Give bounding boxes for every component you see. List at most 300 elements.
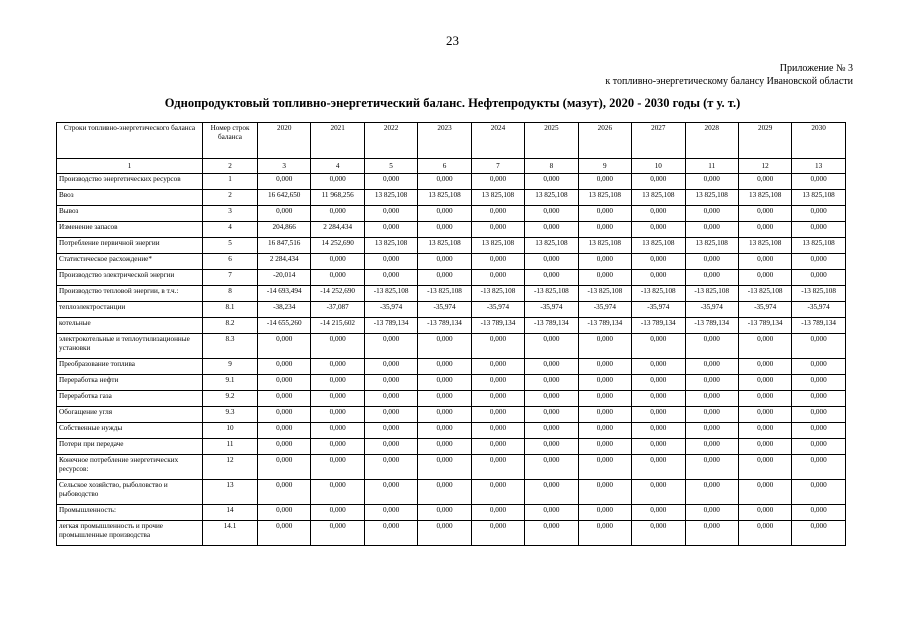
value-cell: 13 825,108 (578, 190, 631, 206)
value-cell: -13 789,134 (578, 318, 631, 334)
value-cell: 0,000 (792, 455, 845, 480)
value-cell: 0,000 (525, 375, 578, 391)
value-cell: 0,000 (311, 407, 364, 423)
value-cell: 0,000 (471, 505, 524, 521)
value-cell: 0,000 (258, 521, 311, 546)
value-cell: 0,000 (632, 334, 685, 359)
value-cell: -13 789,134 (685, 318, 738, 334)
value-cell: 0,000 (364, 505, 417, 521)
value-cell: 13 825,108 (471, 238, 524, 254)
value-cell: 0,000 (632, 206, 685, 222)
value-cell: 0,000 (471, 521, 524, 546)
value-cell: 0,000 (792, 439, 845, 455)
value-cell: 0,000 (471, 222, 524, 238)
row-name: Ввоз (57, 190, 203, 206)
value-cell: 0,000 (258, 391, 311, 407)
value-cell: -38,234 (258, 302, 311, 318)
value-cell: -13 789,134 (525, 318, 578, 334)
value-cell: 0,000 (364, 480, 417, 505)
value-cell: 0,000 (311, 270, 364, 286)
value-cell: 13 825,108 (792, 190, 845, 206)
column-number: 11 (685, 159, 738, 174)
value-cell: 13 825,108 (471, 190, 524, 206)
value-cell: 0,000 (258, 359, 311, 375)
column-number: 7 (471, 159, 524, 174)
row-name: Переработка нефти (57, 375, 203, 391)
value-cell: -13 825,108 (578, 286, 631, 302)
value-cell: 0,000 (578, 254, 631, 270)
value-cell: 0,000 (632, 254, 685, 270)
value-cell: 0,000 (418, 375, 471, 391)
table-row (57, 302, 846, 318)
value-cell: 0,000 (525, 270, 578, 286)
value-cell: 0,000 (578, 391, 631, 407)
row-name: Обогащение угля (57, 407, 203, 423)
value-cell: 0,000 (792, 521, 845, 546)
value-cell: 0,000 (525, 222, 578, 238)
table-row (57, 334, 846, 359)
value-cell: 0,000 (471, 270, 524, 286)
row-code: 8.1 (203, 302, 258, 318)
row-code: 9 (203, 359, 258, 375)
value-cell: 0,000 (258, 423, 311, 439)
table-row (57, 521, 846, 546)
value-cell: 0,000 (578, 174, 631, 190)
value-cell: 0,000 (418, 222, 471, 238)
value-cell: 0,000 (525, 455, 578, 480)
value-cell: 0,000 (364, 174, 417, 190)
column-numbers-row (57, 159, 846, 174)
value-cell: 0,000 (792, 222, 845, 238)
value-cell: 0,000 (738, 480, 791, 505)
row-name: Вывоз (57, 206, 203, 222)
value-cell: 0,000 (311, 439, 364, 455)
row-code: 14 (203, 505, 258, 521)
row-name: Потребление первичной энергии (57, 238, 203, 254)
row-name: Статистическое расхождение* (57, 254, 203, 270)
table-row (57, 238, 846, 254)
column-number: 4 (311, 159, 364, 174)
row-name: Собственные нужды (57, 423, 203, 439)
value-cell: 0,000 (364, 270, 417, 286)
appendix-line-2: к топливно-энергетическому балансу Ивановской области (605, 76, 853, 87)
value-cell: 0,000 (632, 480, 685, 505)
row-name: Изменение запасов (57, 222, 203, 238)
value-cell: 0,000 (632, 439, 685, 455)
value-cell: 0,000 (471, 439, 524, 455)
value-cell: 0,000 (632, 375, 685, 391)
value-cell: 0,000 (685, 505, 738, 521)
value-cell: 0,000 (418, 206, 471, 222)
value-cell: 0,000 (418, 334, 471, 359)
header-year: 2021 (311, 123, 364, 159)
table-row (57, 222, 846, 238)
value-cell: 0,000 (525, 505, 578, 521)
value-cell: 0,000 (418, 407, 471, 423)
value-cell: 0,000 (418, 254, 471, 270)
value-cell: 0,000 (792, 206, 845, 222)
value-cell: 0,000 (364, 423, 417, 439)
value-cell: 0,000 (685, 521, 738, 546)
header-year: 2029 (738, 123, 791, 159)
value-cell: -20,014 (258, 270, 311, 286)
table-row (57, 286, 846, 302)
header-year: 2030 (792, 123, 845, 159)
table-row (57, 455, 846, 480)
row-name: Промышленность: (57, 505, 203, 521)
value-cell: 0,000 (311, 455, 364, 480)
value-cell: 0,000 (471, 174, 524, 190)
value-cell: 0,000 (525, 334, 578, 359)
value-cell: -13 825,108 (792, 286, 845, 302)
value-cell: 0,000 (364, 407, 417, 423)
value-cell: 13 825,108 (738, 190, 791, 206)
row-name: Производство электрической энергии (57, 270, 203, 286)
value-cell: 0,000 (471, 334, 524, 359)
value-cell: 0,000 (471, 423, 524, 439)
value-cell: 2 284,434 (258, 254, 311, 270)
column-number: 12 (738, 159, 791, 174)
balance-table (56, 122, 846, 546)
value-cell: 0,000 (685, 423, 738, 439)
value-cell: 0,000 (685, 375, 738, 391)
value-cell: 0,000 (632, 407, 685, 423)
value-cell: -14 693,494 (258, 286, 311, 302)
value-cell: 0,000 (685, 439, 738, 455)
value-cell: 13 825,108 (525, 238, 578, 254)
value-cell: 0,000 (792, 375, 845, 391)
value-cell: 0,000 (738, 505, 791, 521)
value-cell: 13 825,108 (525, 190, 578, 206)
value-cell: 13 825,108 (632, 238, 685, 254)
value-cell: 0,000 (418, 391, 471, 407)
value-cell: 0,000 (738, 174, 791, 190)
value-cell: 0,000 (685, 174, 738, 190)
header-year: 2024 (471, 123, 524, 159)
value-cell: 16 642,650 (258, 190, 311, 206)
table-row (57, 174, 846, 190)
row-code: 9.2 (203, 391, 258, 407)
value-cell: 0,000 (311, 505, 364, 521)
column-number: 13 (792, 159, 845, 174)
row-code: 12 (203, 455, 258, 480)
value-cell: 0,000 (311, 423, 364, 439)
value-cell: 13 825,108 (364, 190, 417, 206)
row-code: 8.2 (203, 318, 258, 334)
value-cell: 0,000 (364, 359, 417, 375)
column-number: 8 (525, 159, 578, 174)
value-cell: 0,000 (364, 334, 417, 359)
header-year: 2028 (685, 123, 738, 159)
value-cell: 0,000 (685, 407, 738, 423)
value-cell: 0,000 (738, 359, 791, 375)
table-row (57, 391, 846, 407)
value-cell: 0,000 (685, 334, 738, 359)
value-cell: 0,000 (418, 423, 471, 439)
row-name: Сельское хозяйство, рыболовство и рыбоводство (57, 480, 203, 505)
value-cell: 0,000 (578, 521, 631, 546)
value-cell: 0,000 (792, 270, 845, 286)
value-cell: 0,000 (632, 391, 685, 407)
column-number: 10 (632, 159, 685, 174)
table-row (57, 423, 846, 439)
document-title: Однопродуктовый топливно-энергетический баланс. Нефтепродукты (мазут), 2020 - 2030 годы (т у. т.) (164, 96, 741, 110)
value-cell: 2 284,434 (311, 222, 364, 238)
value-cell: 0,000 (738, 423, 791, 439)
value-cell: -13 789,134 (364, 318, 417, 334)
row-name: Преобразование топлива (57, 359, 203, 375)
column-number: 1 (57, 159, 203, 174)
value-cell: 0,000 (364, 521, 417, 546)
value-cell: -13 825,108 (418, 286, 471, 302)
column-number: 9 (578, 159, 631, 174)
header-row-number: Номер строк баланса (203, 123, 258, 159)
value-cell: 0,000 (471, 254, 524, 270)
row-name: теплоэлектростанции (57, 302, 203, 318)
value-cell: -13 789,134 (792, 318, 845, 334)
value-cell: 0,000 (738, 439, 791, 455)
page-number: 23 (446, 33, 459, 48)
value-cell: 0,000 (525, 521, 578, 546)
header-year: 2027 (632, 123, 685, 159)
header-year: 2022 (364, 123, 417, 159)
value-cell: 0,000 (738, 455, 791, 480)
value-cell: -13 825,108 (364, 286, 417, 302)
row-code: 3 (203, 206, 258, 222)
value-cell: 0,000 (525, 359, 578, 375)
value-cell: -35,974 (578, 302, 631, 318)
value-cell: 0,000 (311, 391, 364, 407)
value-cell: 0,000 (258, 439, 311, 455)
table-row (57, 206, 846, 222)
value-cell: 13 825,108 (632, 190, 685, 206)
value-cell: 0,000 (578, 375, 631, 391)
value-cell: 0,000 (471, 407, 524, 423)
value-cell: 0,000 (418, 359, 471, 375)
value-cell: 0,000 (792, 480, 845, 505)
row-code: 5 (203, 238, 258, 254)
value-cell: 0,000 (632, 359, 685, 375)
table-row (57, 254, 846, 270)
value-cell: 0,000 (632, 270, 685, 286)
value-cell: -35,974 (792, 302, 845, 318)
header-row (57, 123, 846, 159)
value-cell: 0,000 (311, 334, 364, 359)
row-name: Производство энергетических ресурсов (57, 174, 203, 190)
value-cell: 0,000 (311, 206, 364, 222)
value-cell: 0,000 (578, 222, 631, 238)
appendix-line-1: Приложение № 3 (779, 63, 853, 74)
value-cell: 0,000 (632, 455, 685, 480)
value-cell: 204,866 (258, 222, 311, 238)
value-cell: -13 789,134 (738, 318, 791, 334)
value-cell: 14 252,690 (311, 238, 364, 254)
value-cell: 0,000 (525, 480, 578, 505)
value-cell: 0,000 (525, 254, 578, 270)
value-cell: 0,000 (311, 174, 364, 190)
value-cell: 0,000 (738, 391, 791, 407)
value-cell: 0,000 (685, 391, 738, 407)
value-cell: 0,000 (792, 334, 845, 359)
value-cell: 0,000 (738, 375, 791, 391)
column-number: 3 (258, 159, 311, 174)
row-name: Конечное потребление энергетических ресурсов: (57, 455, 203, 480)
value-cell: 0,000 (364, 455, 417, 480)
value-cell: 0,000 (258, 480, 311, 505)
value-cell: 0,000 (471, 359, 524, 375)
value-cell: 0,000 (258, 407, 311, 423)
header-year: 2025 (525, 123, 578, 159)
value-cell: 0,000 (525, 423, 578, 439)
value-cell: 13 825,108 (364, 238, 417, 254)
value-cell: 0,000 (738, 270, 791, 286)
value-cell: 0,000 (418, 480, 471, 505)
row-name: Потери при передаче (57, 439, 203, 455)
value-cell: 0,000 (578, 206, 631, 222)
value-cell: -35,974 (632, 302, 685, 318)
value-cell: 0,000 (685, 455, 738, 480)
row-code: 1 (203, 174, 258, 190)
value-cell: 0,000 (738, 521, 791, 546)
value-cell: -13 789,134 (418, 318, 471, 334)
table-row (57, 190, 846, 206)
value-cell: -35,974 (738, 302, 791, 318)
value-cell: 13 825,108 (738, 238, 791, 254)
table-row (57, 480, 846, 505)
row-code: 9.3 (203, 407, 258, 423)
value-cell: 0,000 (578, 505, 631, 521)
row-name: легкая промышленность и прочие промышленные производства (57, 521, 203, 546)
value-cell: 0,000 (685, 206, 738, 222)
value-cell: -35,974 (685, 302, 738, 318)
value-cell: 0,000 (738, 222, 791, 238)
value-cell: 0,000 (792, 174, 845, 190)
value-cell: 0,000 (418, 455, 471, 480)
value-cell: 0,000 (311, 359, 364, 375)
table-row (57, 407, 846, 423)
value-cell: 0,000 (258, 455, 311, 480)
value-cell: 0,000 (685, 359, 738, 375)
value-cell: 0,000 (632, 521, 685, 546)
value-cell: 0,000 (685, 254, 738, 270)
row-code: 7 (203, 270, 258, 286)
value-cell: -35,974 (471, 302, 524, 318)
header-year: 2023 (418, 123, 471, 159)
value-cell: 0,000 (258, 174, 311, 190)
value-cell: 0,000 (418, 439, 471, 455)
value-cell: 0,000 (738, 206, 791, 222)
value-cell: -13 825,108 (525, 286, 578, 302)
row-name: котельные (57, 318, 203, 334)
value-cell: 13 825,108 (418, 190, 471, 206)
value-cell: 0,000 (792, 254, 845, 270)
value-cell: 0,000 (632, 505, 685, 521)
value-cell: 0,000 (258, 505, 311, 521)
table-row (57, 318, 846, 334)
column-number: 2 (203, 159, 258, 174)
value-cell: 0,000 (578, 423, 631, 439)
value-cell: 13 825,108 (418, 238, 471, 254)
value-cell: 0,000 (632, 174, 685, 190)
row-code: 6 (203, 254, 258, 270)
value-cell: 0,000 (578, 270, 631, 286)
value-cell: 0,000 (311, 521, 364, 546)
value-cell: 0,000 (471, 391, 524, 407)
value-cell: 0,000 (578, 334, 631, 359)
table-row (57, 375, 846, 391)
value-cell: 0,000 (738, 334, 791, 359)
value-cell: 0,000 (525, 174, 578, 190)
value-cell: 0,000 (258, 375, 311, 391)
header-balance-rows: Строки топливно-энергетического баланса (57, 123, 203, 159)
value-cell: 0,000 (418, 270, 471, 286)
value-cell: 0,000 (792, 391, 845, 407)
value-cell: 0,000 (685, 222, 738, 238)
appendix-note (605, 62, 853, 88)
value-cell: -13 825,108 (632, 286, 685, 302)
row-code: 10 (203, 423, 258, 439)
value-cell: 0,000 (418, 174, 471, 190)
row-name: электрокотельные и теплоутилизационные установки (57, 334, 203, 359)
header-year: 2026 (578, 123, 631, 159)
value-cell: 0,000 (471, 375, 524, 391)
value-cell: 0,000 (578, 359, 631, 375)
row-code: 4 (203, 222, 258, 238)
value-cell: 0,000 (258, 206, 311, 222)
value-cell: 13 825,108 (792, 238, 845, 254)
value-cell: 0,000 (311, 480, 364, 505)
table-row (57, 359, 846, 375)
table-row (57, 270, 846, 286)
value-cell: -14 252,690 (311, 286, 364, 302)
row-code: 9.1 (203, 375, 258, 391)
row-code: 14.1 (203, 521, 258, 546)
row-code: 11 (203, 439, 258, 455)
value-cell: 0,000 (364, 206, 417, 222)
value-cell: 0,000 (738, 407, 791, 423)
value-cell: 0,000 (471, 455, 524, 480)
value-cell: -14 655,260 (258, 318, 311, 334)
value-cell: 0,000 (578, 439, 631, 455)
value-cell: -13 789,134 (471, 318, 524, 334)
value-cell: 0,000 (364, 391, 417, 407)
value-cell: 13 825,108 (685, 190, 738, 206)
value-cell: 0,000 (471, 480, 524, 505)
value-cell: 0,000 (471, 206, 524, 222)
value-cell: 0,000 (311, 375, 364, 391)
value-cell: 0,000 (685, 480, 738, 505)
row-code: 13 (203, 480, 258, 505)
value-cell: 0,000 (364, 222, 417, 238)
value-cell: 0,000 (578, 455, 631, 480)
row-name: Производство тепловой энергии, в т.ч.: (57, 286, 203, 302)
value-cell: -35,974 (418, 302, 471, 318)
value-cell: 0,000 (632, 423, 685, 439)
value-cell: 0,000 (792, 505, 845, 521)
header-year: 2020 (258, 123, 311, 159)
value-cell: 0,000 (525, 206, 578, 222)
row-code: 8.3 (203, 334, 258, 359)
value-cell: -37,087 (311, 302, 364, 318)
table-row (57, 505, 846, 521)
column-number: 5 (364, 159, 417, 174)
value-cell: -13 789,134 (632, 318, 685, 334)
row-code: 8 (203, 286, 258, 302)
value-cell: -13 825,108 (471, 286, 524, 302)
value-cell: 0,000 (525, 407, 578, 423)
value-cell: 0,000 (311, 254, 364, 270)
value-cell: -13 825,108 (685, 286, 738, 302)
